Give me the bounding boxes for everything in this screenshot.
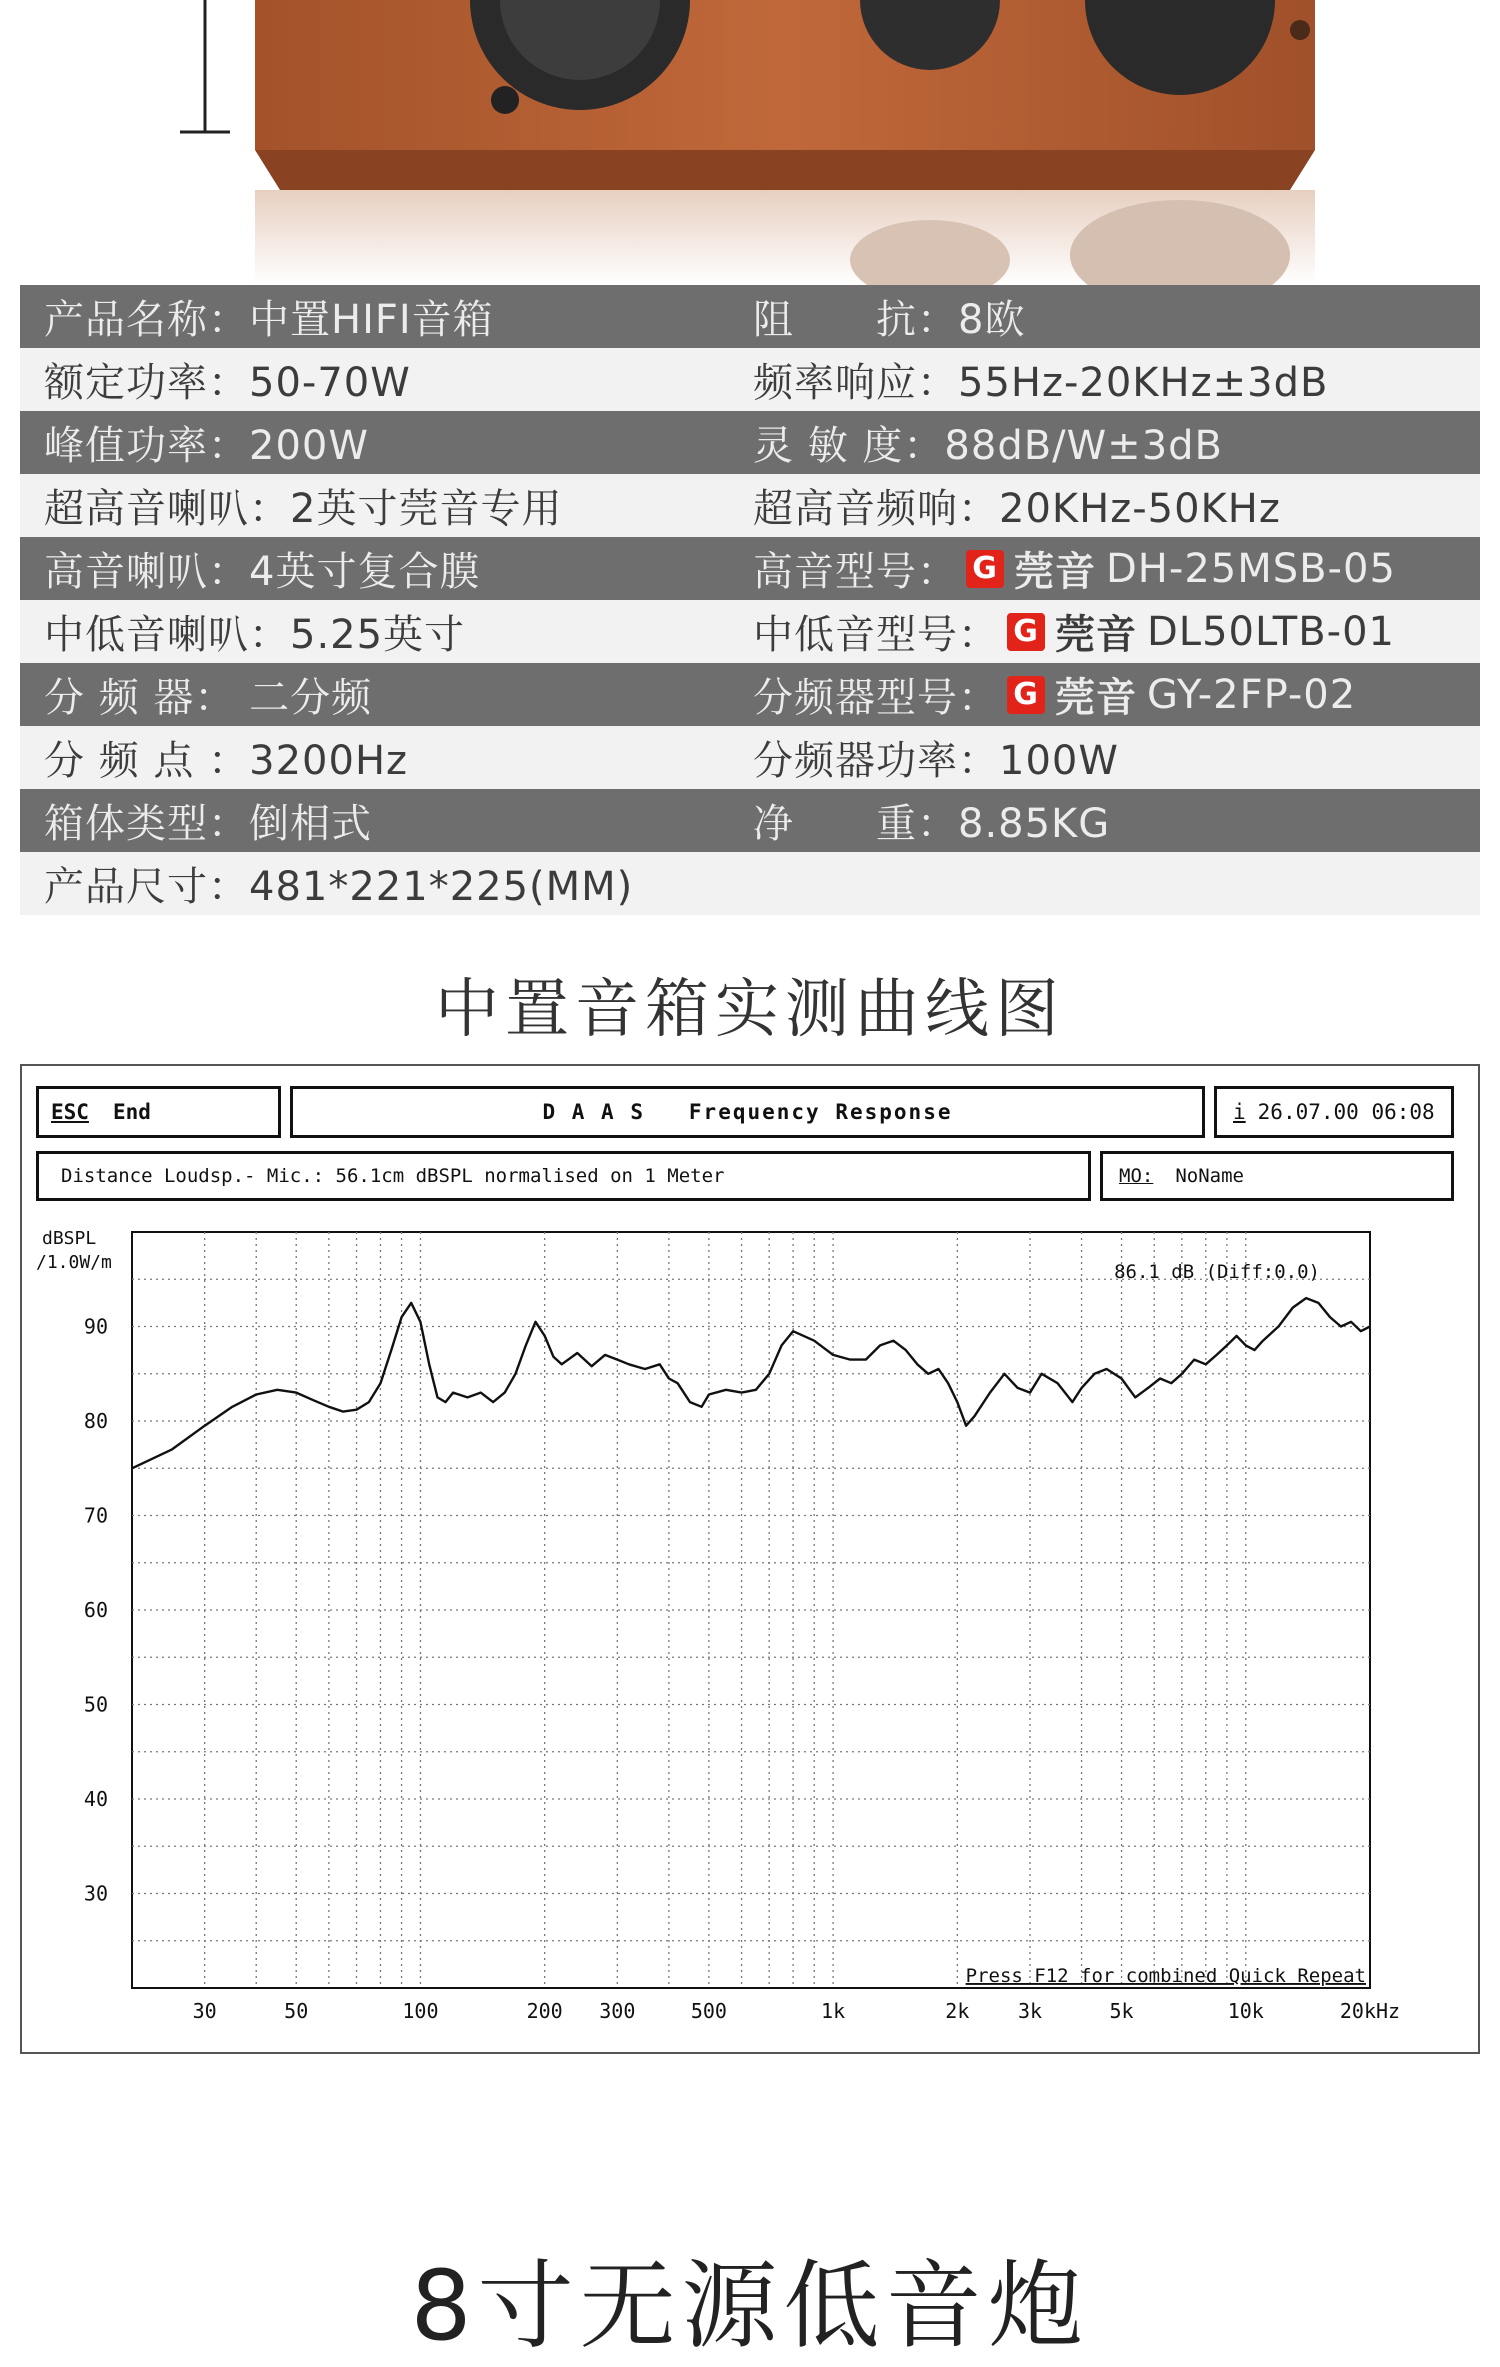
spec-right-label: 中低音型号：	[753, 612, 999, 658]
spec-right-cell	[745, 603, 1480, 660]
daas-title: D A A S Frequency Response	[542, 1100, 953, 1124]
speaker-cabinet-image	[0, 0, 1500, 285]
info-icon[interactable]: i	[1233, 1100, 1246, 1124]
section-title: 中置音箱实测曲线图	[435, 973, 1065, 1047]
y-tick-label: 90	[83, 1314, 108, 1339]
model-number: DH-25MSB-05	[1106, 545, 1396, 592]
x-tick-label: 5k	[1109, 1999, 1134, 2023]
spec-row	[20, 789, 1480, 852]
spec-left-cell: 峰值功率：200W	[44, 423, 369, 469]
spec-right-cell	[745, 540, 1480, 597]
spec-left-cell: 分 频 器： 二分频	[44, 675, 373, 721]
spec-right-label: 频率响应：55Hz-20KHz±3dB	[753, 360, 1329, 406]
spec-right-cell	[745, 666, 1480, 723]
x-tick-label: 3k	[1017, 1999, 1043, 2023]
x-tick-label: 10k	[1227, 1999, 1264, 2023]
spec-right-cell	[745, 729, 1480, 786]
y-tick-label: 80	[83, 1409, 108, 1433]
spec-left-cell: 分 频 点 ：3200Hz	[44, 738, 409, 784]
spec-row	[20, 348, 1480, 411]
x-tick-label: 20kHz	[1339, 1999, 1401, 2023]
spec-right-cell	[745, 351, 1480, 408]
spec-left-cell: 箱体类型：倒相式	[44, 801, 372, 847]
x-tick-label: 50	[284, 1999, 309, 2023]
x-tick-label: 200	[526, 1999, 563, 2023]
spec-row	[20, 285, 1480, 348]
x-tick-label: 500	[690, 1999, 727, 2023]
x-tick-label: 100	[402, 1999, 439, 2023]
y-tick-label: 70	[83, 1503, 108, 1528]
spec-right-cell	[745, 288, 1480, 345]
brand-name: 莞音	[1055, 612, 1137, 658]
spec-table	[20, 285, 1480, 915]
mo-value: NoName	[1175, 1165, 1244, 1187]
bottom-title: 8寸无源低音炮	[410, 2250, 1090, 2362]
y-axis-label: /1.0W/m	[36, 1252, 112, 1273]
spec-row	[20, 600, 1480, 663]
x-tick-label: 1k	[821, 1999, 846, 2023]
readout-text: 86.1 dB (Diff:0.0)	[1114, 1261, 1320, 1283]
spec-left-cell: 超高音喇叭：2英寸莞音专用	[44, 486, 563, 532]
end-label[interactable]: End	[112, 1100, 151, 1124]
spec-right-cell	[745, 477, 1480, 534]
datetime: 26.07.00 06:08	[1257, 1100, 1435, 1124]
spec-right-label: 分频器功率：100W	[753, 738, 1119, 784]
spec-row	[20, 474, 1480, 537]
y-tick-label: 50	[83, 1692, 108, 1717]
spec-left-cell: 中低音喇叭：5.25英寸	[44, 612, 466, 658]
x-tick-label: 2k	[945, 1999, 970, 2023]
brand-name: 莞音	[1055, 675, 1137, 721]
spec-row	[20, 411, 1480, 474]
spec-left-cell: 产品尺寸：481*221*225(MM)	[44, 864, 634, 910]
y-tick-label: 60	[83, 1598, 108, 1622]
spec-row	[20, 663, 1480, 726]
spec-right-label: 分频器型号：	[753, 675, 999, 721]
spec-right-label: 灵 敏 度：88dB/W±3dB	[753, 423, 1223, 469]
spec-left-cell: 额定功率：50-70W	[44, 360, 411, 406]
daas-subtitle: Distance Loudsp.- Mic.: 56.1cm dBSPL normalised on 1 Meter	[61, 1165, 725, 1187]
esc-label[interactable]: ESC	[51, 1100, 89, 1124]
spec-right-label: 净 重：8.85KG	[753, 801, 1111, 847]
product-photo	[0, 0, 1500, 285]
spec-row	[20, 726, 1480, 789]
spec-row	[20, 537, 1480, 600]
spec-right-label: 超高音频响：20KHz-50KHz	[753, 486, 1281, 532]
spec-left-cell: 高音喇叭：4英寸复合膜	[44, 549, 481, 595]
y-tick-label: 30	[83, 1881, 108, 1906]
daas-panel	[20, 1064, 1480, 2054]
mo-label: MO:	[1119, 1165, 1154, 1187]
brand-logo-icon: G	[966, 550, 1004, 588]
frequency-response-chart	[22, 1066, 1478, 2052]
footer-hint: Press F12 for combined Quick Repeat	[965, 1965, 1366, 1987]
spec-row	[20, 852, 1480, 915]
brand-name: 莞音	[1014, 549, 1096, 595]
model-number: DL50LTB-01	[1147, 608, 1395, 655]
spec-left-cell: 产品名称：中置HIFI音箱	[44, 297, 494, 343]
x-tick-label: 300	[599, 1999, 636, 2023]
spec-right-cell	[745, 792, 1480, 849]
spec-right-label: 阻 抗：8欧	[753, 297, 1026, 343]
model-number: GY-2FP-02	[1147, 671, 1357, 718]
spec-right-label: 高音型号：	[753, 549, 958, 595]
y-axis-label: dBSPL	[42, 1228, 97, 1249]
y-tick-label: 40	[83, 1787, 108, 1811]
x-tick-label: 30	[192, 1999, 217, 2023]
spec-right-cell	[745, 414, 1480, 471]
brand-logo-icon: G	[1007, 613, 1045, 651]
response-curve	[132, 1298, 1370, 1468]
brand-logo-icon: G	[1007, 676, 1045, 714]
